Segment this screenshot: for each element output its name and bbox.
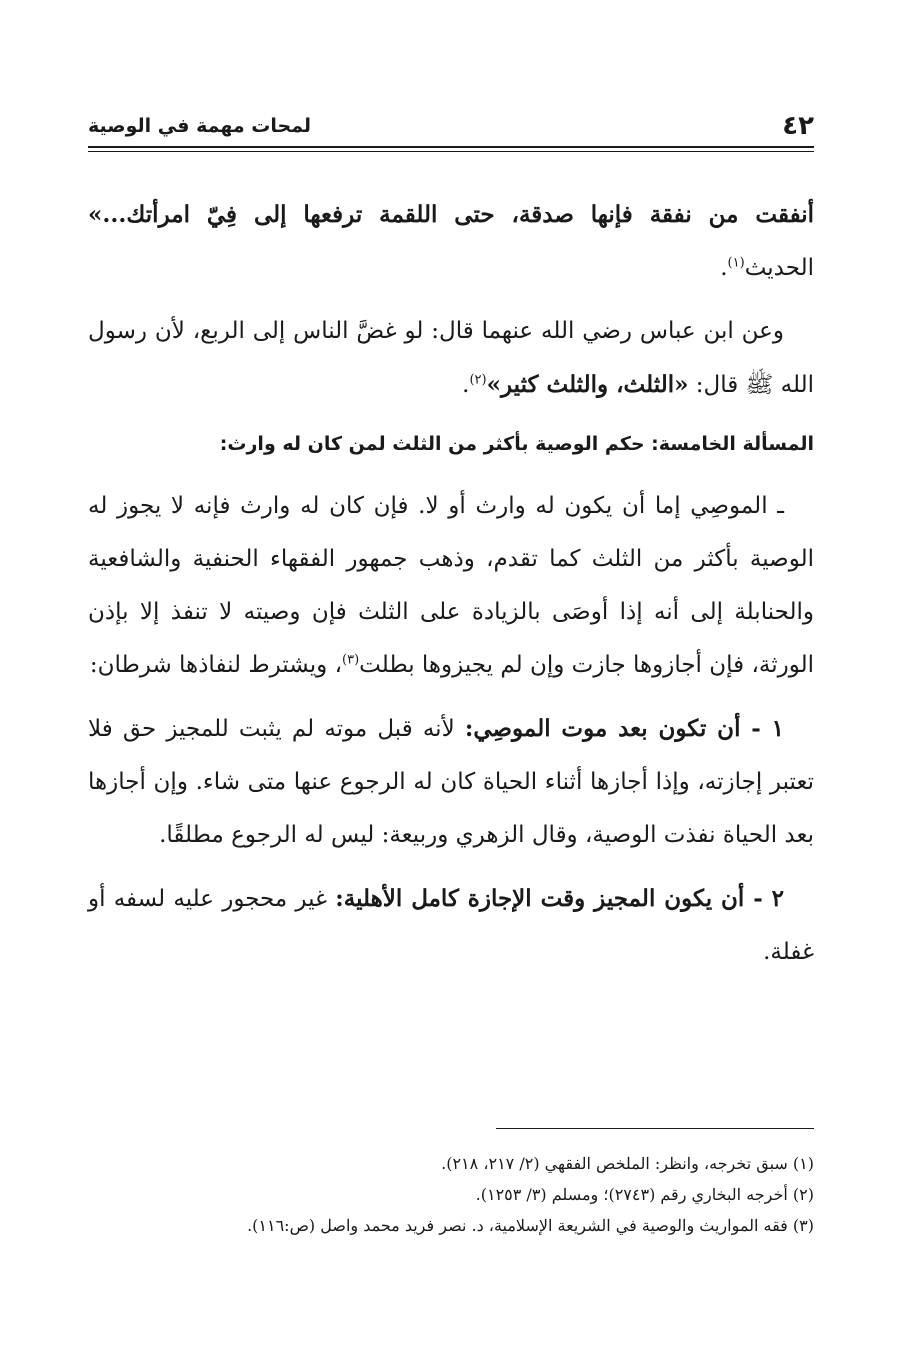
condition-2-text: غير محجور عليه لسفه أو غفلة. (88, 886, 814, 965)
ibn-abbas-text: وعن ابن عباس رضي الله عنهما قال: لو غضَّ الناس إلى الربع، لأن رسول الله ﷺ قال: (88, 318, 814, 398)
paragraph-2 (88, 305, 814, 412)
paragraph-3-text: ـ الموصِي إما أن يكون له وارث أو لا. فإن كان له وارث فإنه لا يجوز له الوصية بأكثر من الثلث كما تقدم، وذهب جمهور الفقهاء الحنفية والشافعية والحنابلة إلى أنه إذا أوصَى بالزيادة على الثلث فإن وصيته لا تنفذ إلا بإذن الورثة، فإن أجازوها جازت وإن لم يجيزوها بطلت (88, 493, 814, 678)
paragraph-3 (88, 480, 814, 692)
thuluth-quote: «الثلث، والثلث كثير» (486, 371, 689, 398)
footnote-1: (١) سبق تخرجه، وانظر: الملخص الفقهي (٢/ ٢١٧، ٢١٨). (441, 1154, 814, 1173)
hadith-tail: الحديث (744, 255, 814, 281)
body-text (88, 188, 814, 989)
header-rule-thin (88, 151, 814, 152)
condition-1-title: ١ - أن تكون بعد موت الموصِي: (464, 715, 784, 742)
period: . (462, 372, 470, 398)
header-title: لمحات مهمة في الوصية (88, 115, 312, 137)
footnote-ref-1[interactable]: (١) (727, 255, 745, 271)
period: . (720, 255, 728, 281)
running-header (88, 108, 814, 144)
paragraph-1 (88, 188, 814, 295)
header-rule (88, 146, 814, 148)
footnote-3: (٣) فقه المواريث والوصية في الشريعة الإسلامية، د. نصر فريد محمد واصل (ص:١١٦). (247, 1216, 814, 1235)
hadith-quote: أنفقت من نفقة فإنها صدقة، حتى اللقمة ترفعها إلى فِيّ امرأتك...» (88, 201, 814, 228)
condition-2 (88, 872, 814, 979)
footnote-rule (496, 1128, 814, 1129)
condition-1 (88, 702, 814, 862)
footnotes (88, 1148, 814, 1241)
paragraph-3-tail: ، ويشترط لنفاذها شرطان: (89, 652, 342, 678)
footnote-2: (٢) أخرجه البخاري رقم (٢٧٤٣)؛ ومسلم (٣/ ١٢٥٣). (475, 1185, 814, 1204)
footnote-ref-3[interactable]: (٣) (342, 652, 360, 668)
page-number: ٤٢ (782, 111, 814, 141)
condition-1-text: لأنه قبل موته لم يثبت للمجيز حق فلا تعتبر إجازته، وإذا أجازها أثناء الحياة كان له الرجوع عنها متى شاء. وإن أجازها بعد الحياة نفذت الوصية، وقال الزهري وربيعة: ليس له الرجوع مطلقًا. (88, 716, 814, 848)
footnote-ref-2[interactable]: (٢) (469, 372, 487, 388)
section-heading: المسألة الخامسة: حكم الوصية بأكثر من الثلث لمن كان له وارث: (219, 433, 814, 455)
condition-2-title: ٢ - أن يكون المجيز وقت الإجازة كامل الأهلية: (335, 885, 784, 912)
